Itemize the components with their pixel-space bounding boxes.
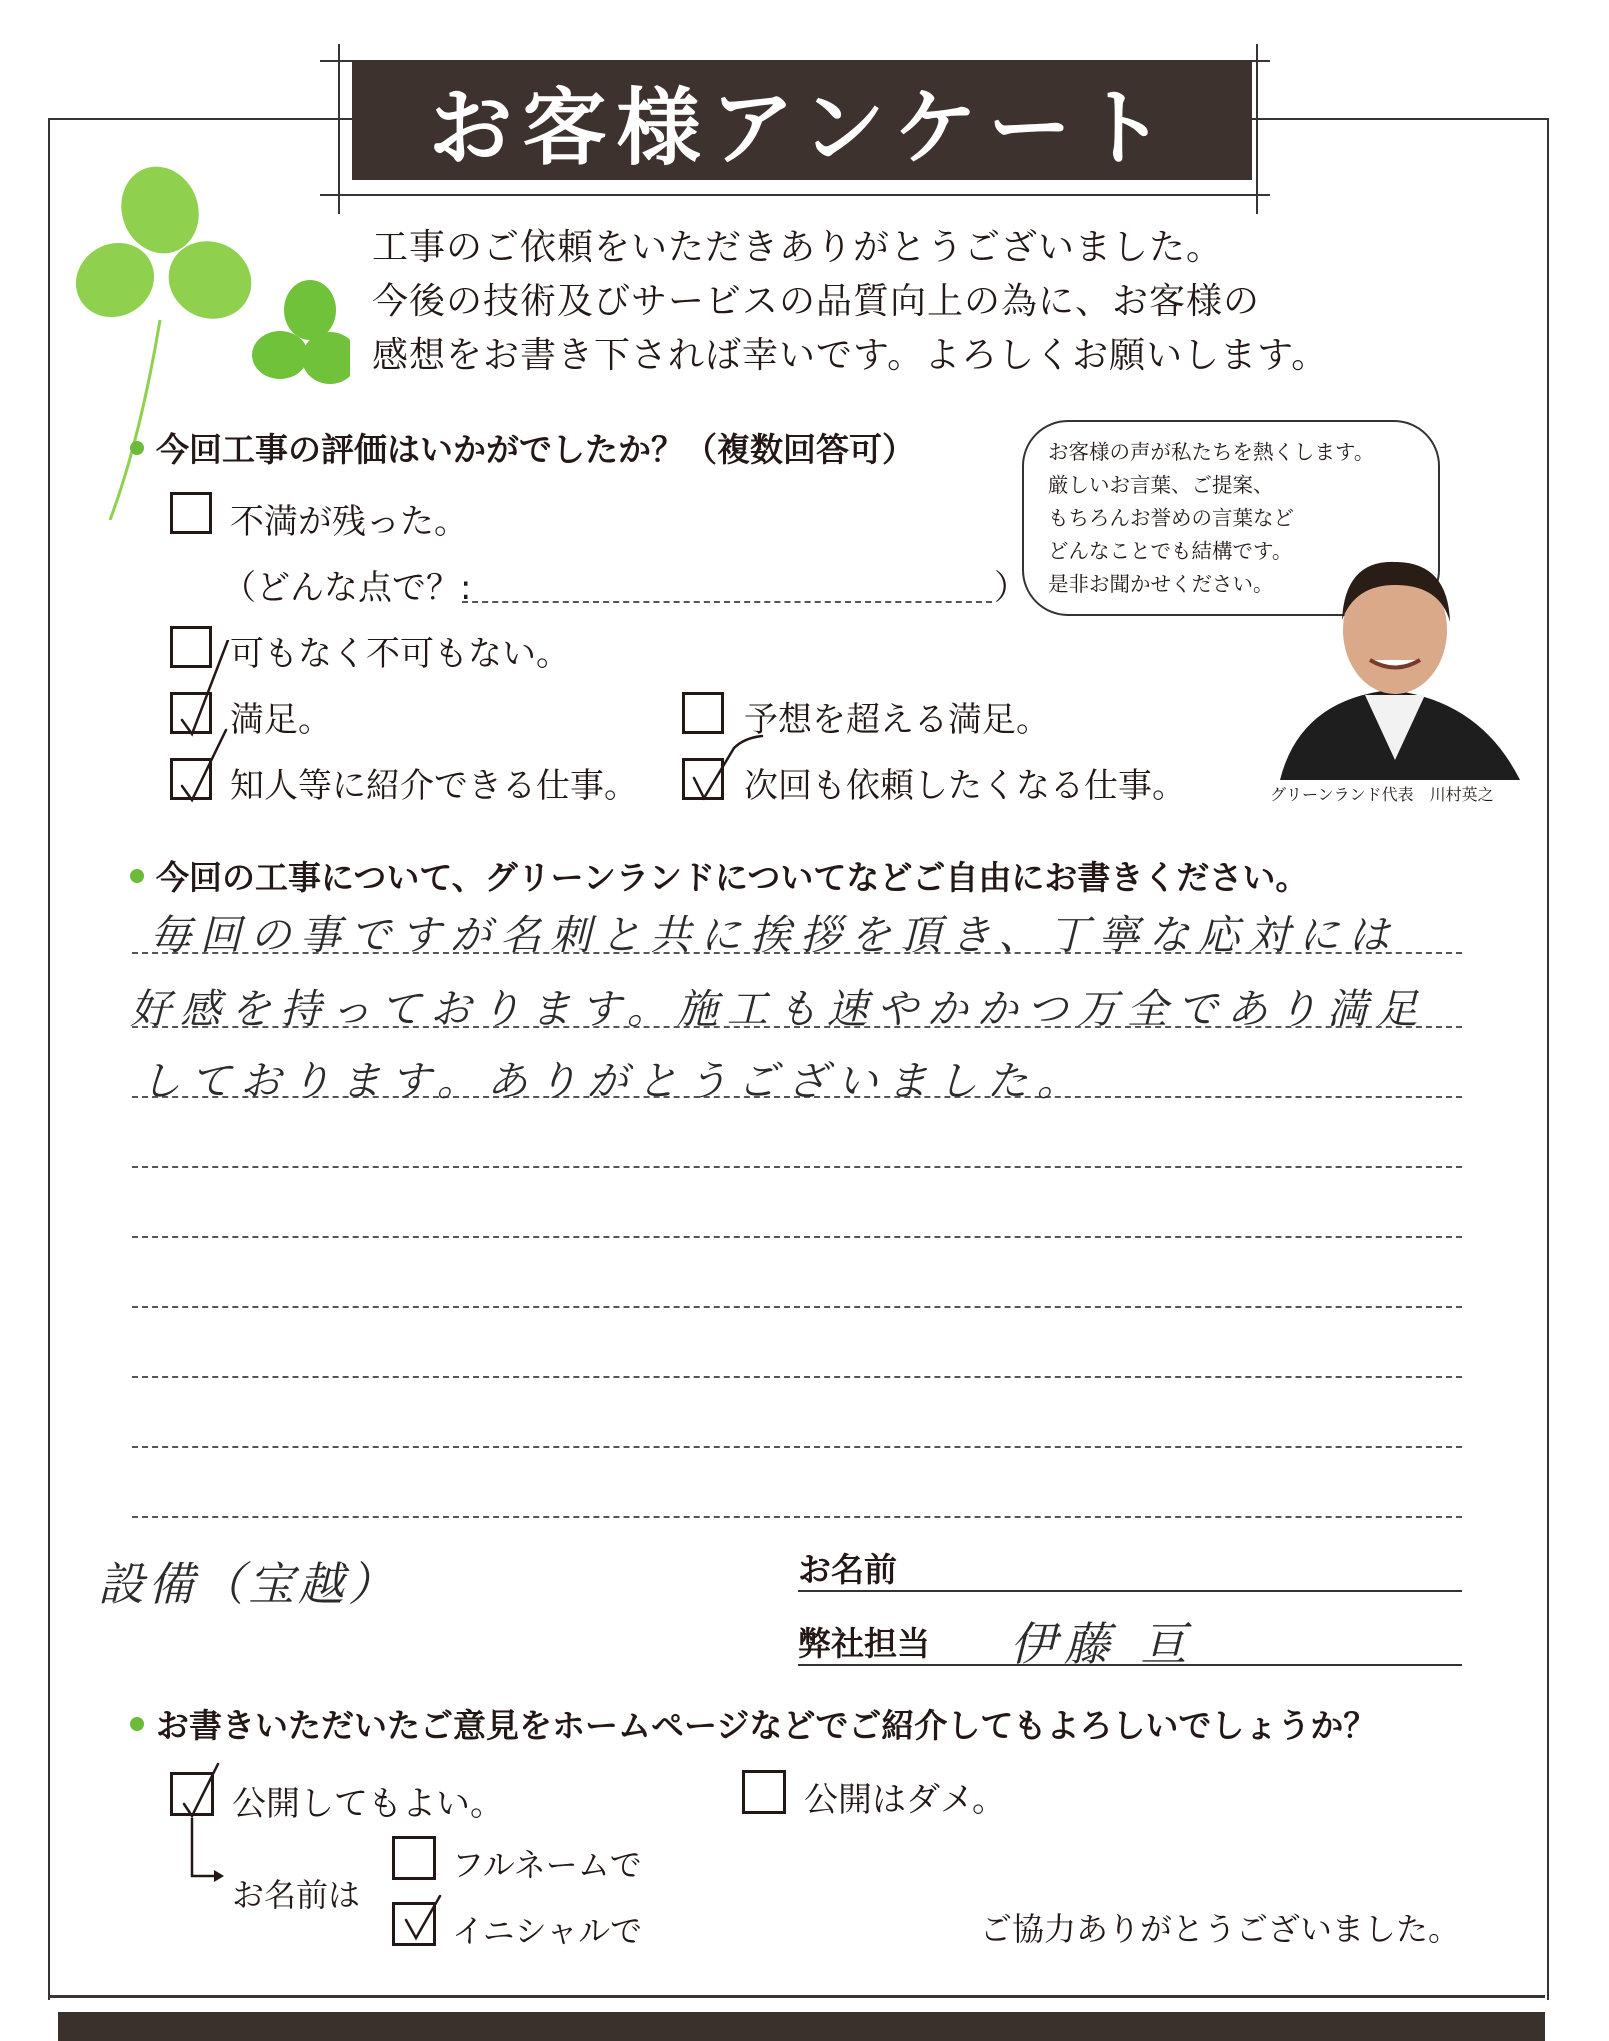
- bottom-rule: [48, 1995, 1545, 1998]
- bullet-icon: [130, 1717, 144, 1731]
- detail-open: （どんな点で？:: [222, 568, 472, 608]
- check-mark-icon: [160, 640, 240, 810]
- option-neutral: 可もなく不可もない。: [230, 634, 570, 674]
- intro-line-1: 工事のご依頼をいただきありがとうございました。: [372, 227, 1224, 268]
- bubble-line: もちろんお誉めの言葉など: [1048, 506, 1294, 530]
- name-format-label: お名前は: [232, 1876, 361, 1914]
- option-repeat: 次回も依頼したくなる仕事。: [744, 766, 1186, 806]
- q1-heading: [130, 424, 915, 471]
- staff-underline: [798, 1664, 1462, 1666]
- page-title: お客様アンケート: [352, 62, 1252, 180]
- option-exceeded: 予想を超える満足。: [744, 700, 1050, 740]
- checkbox-exceeded[interactable]: [682, 692, 724, 734]
- q1-heading-text: 今回工事の評価はいかがでしたか？（複数回答可）: [156, 430, 915, 469]
- option-initials: イニシャルで: [452, 1912, 643, 1950]
- option-publish-ng: 公開はダメ。: [804, 1780, 1006, 1820]
- q3-heading-text: お書きいただいたご意見をホームページなどでご紹介してもよろしいでしょうか？: [156, 1706, 1377, 1745]
- representative-portrait: [1270, 530, 1530, 780]
- option-satisfied: 満足。: [230, 700, 332, 740]
- comment-line: [132, 1306, 1462, 1308]
- option-publish-ok: 公開してもよい。: [232, 1784, 504, 1824]
- name-underline: [798, 1590, 1462, 1592]
- detail-close: ）: [994, 568, 1028, 608]
- name-label: お名前: [798, 1550, 897, 1589]
- arrow-right-icon: [180, 1814, 230, 1894]
- bottom-banner: [58, 2012, 1545, 2041]
- detail-input-line[interactable]: [462, 601, 992, 603]
- check-mark-icon: [682, 730, 772, 810]
- q2-heading: [130, 852, 1308, 899]
- title-rule-bottom: [320, 194, 1270, 196]
- option-recommendable: 知人等に紹介できる仕事。: [230, 766, 638, 806]
- check-mark-icon: [392, 1890, 452, 1950]
- comment-line: [132, 1446, 1462, 1448]
- staff-value: 伊藤 亘: [1010, 1617, 1195, 1671]
- bubble-line: お客様の声が私たちを熱くします。: [1048, 440, 1375, 464]
- comment-line: [132, 1516, 1462, 1518]
- portrait-caption: グリーンランド代表 川村英之: [1270, 785, 1494, 804]
- checkbox-fullname[interactable]: [392, 1836, 436, 1880]
- title-rule-right: [1256, 44, 1258, 214]
- comment-handwriting-2: 好感を持っております。施工も速やかかつ万全であり満足: [130, 985, 1427, 1033]
- option-fullname: フルネームで: [452, 1846, 642, 1884]
- comment-line: [132, 1376, 1462, 1378]
- q2-heading-text: 今回の工事について、グリーンランドについてなどご自由にお書きください。: [156, 858, 1309, 897]
- q3-heading: [130, 1700, 1376, 1747]
- thanks-text: ご協力ありがとうございました。: [980, 1910, 1461, 1948]
- bubble-line: 是非お聞かせください。: [1048, 572, 1274, 596]
- checkbox-publish-ng[interactable]: [742, 1770, 786, 1814]
- department-note: 設備（宝越）: [98, 1557, 398, 1611]
- comment-line: [132, 1236, 1462, 1238]
- option-dissatisfied: 不満が残った。: [230, 502, 468, 542]
- bubble-line: 厳しいお言葉、ご提案、: [1048, 473, 1274, 497]
- staff-label: 弊社担当: [798, 1624, 930, 1663]
- comment-line: [132, 1166, 1462, 1168]
- intro-line-2: 今後の技術及びサービスの品質向上の為に、お客様の: [372, 281, 1261, 322]
- bullet-icon: [130, 441, 144, 455]
- comment-handwriting-3: しております。ありがとうございました。: [140, 1057, 1087, 1105]
- intro-line-3: 感想をお書き下されば幸いです。よろしくお願いします。: [372, 335, 1329, 376]
- bullet-icon: [130, 869, 144, 883]
- comment-handwriting-1: 毎回の事ですが名刺と共に挨拶を頂き、丁寧な応対には: [150, 911, 1399, 959]
- bubble-line: どんなことでも結構です。: [1048, 539, 1293, 563]
- checkbox-dissatisfied[interactable]: [170, 492, 212, 534]
